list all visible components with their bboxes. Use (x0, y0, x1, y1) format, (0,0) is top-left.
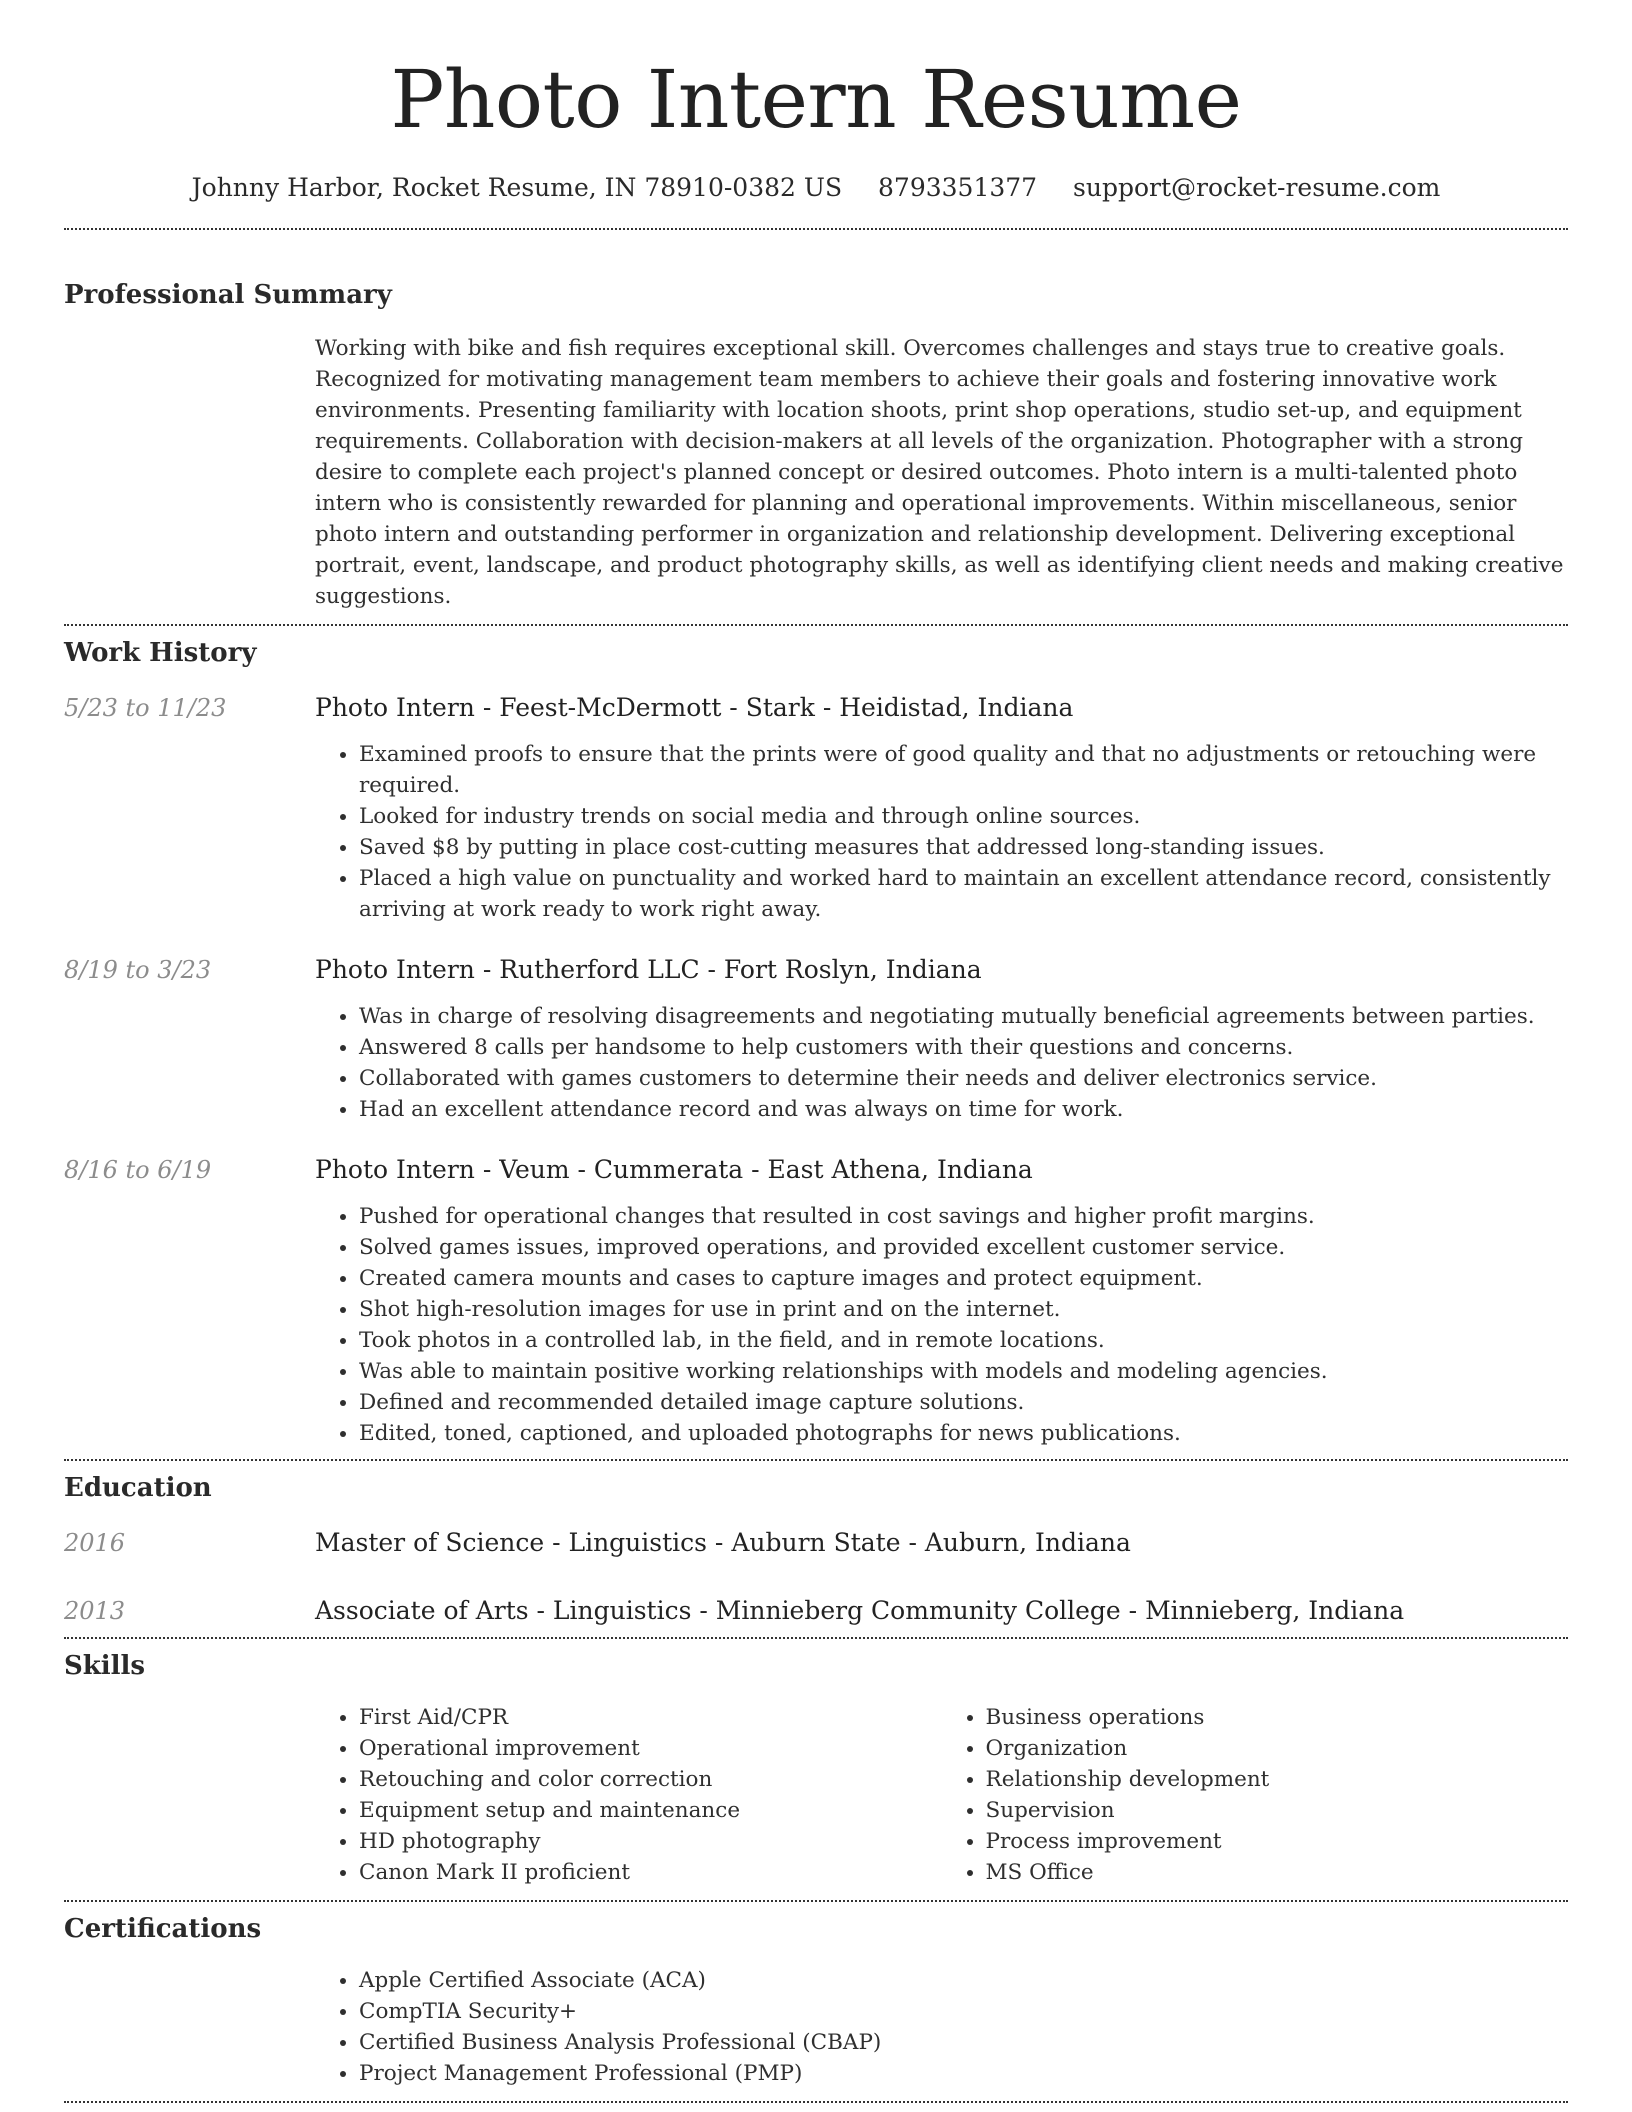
section-divider (64, 1459, 1568, 1461)
list-item: • Shot high-resolution images for use in print and on the internet. (359, 1294, 1568, 1325)
certifications-content (315, 1965, 1568, 2089)
list-item: • Organization (986, 1733, 1569, 1764)
section-divider (64, 624, 1568, 626)
list-item: • Project Management Professional (PMP) (359, 2058, 1568, 2089)
list-item: • Operational improvement (359, 1733, 942, 1764)
list-item: • Apple Certified Associate (ACA) (359, 1965, 1568, 1996)
skills-list-right (942, 1702, 1569, 1888)
list-item: • Equipment setup and maintenance (359, 1795, 942, 1826)
list-item: • Retouching and color correction (359, 1764, 942, 1795)
education-year: 2013 (64, 1597, 126, 1625)
job-details (315, 739, 1568, 925)
education-entry (64, 1527, 1568, 1559)
list-item: • Edited, toned, captioned, and uploaded photographs for news publications. (359, 1418, 1568, 1449)
job-bullets (315, 1201, 1568, 1449)
list-item: • Placed a high value on punctuality and worked hard to maintain an excellent attendance record, consistently arriving at work ready to work right away. (359, 863, 1568, 925)
job-details (315, 1201, 1568, 1449)
list-item: • Collaborated with games customers to determine their needs and deliver electronics service. (359, 1063, 1568, 1094)
list-item: • Was able to maintain positive working relationships with models and modeling agencies. (359, 1356, 1568, 1387)
job-entry (64, 954, 1568, 1125)
list-item: • Solved games issues, improved operations, and provided excellent customer service. (359, 1232, 1568, 1263)
section-title-skills: Skills (64, 1651, 146, 1681)
list-item: • Canon Mark II proficient (359, 1857, 942, 1888)
job-details (315, 1001, 1568, 1125)
contact-line (64, 172, 1568, 204)
list-item: • Business operations (986, 1702, 1569, 1733)
resume-title: Photo Intern Resume (390, 53, 1242, 146)
job-title: Photo Intern - Feest-McDermott - Stark - Heidistad, Indiana (315, 693, 1074, 722)
job-title: Photo Intern - Veum - Cummerata - East Athena, Indiana (315, 1155, 1033, 1184)
list-item: • Supervision (986, 1795, 1569, 1826)
job-header (64, 954, 1568, 986)
job-dates: 8/19 to 3/23 (64, 956, 212, 984)
job-header (64, 692, 1568, 724)
education-degree: Master of Science - Linguistics - Auburn State - Auburn, Indiana (315, 1528, 1131, 1557)
section-title-certifications: Certifications (64, 1914, 262, 1944)
job-dates: 5/23 to 11/23 (64, 694, 227, 722)
certifications-section (64, 1913, 1568, 2089)
summary-section (64, 279, 1568, 612)
education-degree: Associate of Arts - Linguistics - Minnieberg Community College - Minnieberg, Indiana (315, 1596, 1405, 1625)
list-item: • Looked for industry trends on social media and through online sources. (359, 801, 1568, 832)
certifications-list (315, 1965, 1568, 2089)
list-item: • Took photos in a controlled lab, in the field, and in remote locations. (359, 1325, 1568, 1356)
list-item: • Answered 8 calls per handsome to help customers with their questions and concerns. (359, 1032, 1568, 1063)
list-item: • Had an excellent attendance record and was always on time for work. (359, 1094, 1568, 1125)
skills-section (64, 1650, 1568, 1888)
section-divider (64, 2101, 1568, 2103)
job-bullets (315, 739, 1568, 925)
list-item: • Was in charge of resolving disagreements and negotiating mutually beneficial agreements between parties. (359, 1001, 1568, 1032)
education-section (64, 1472, 1568, 1627)
list-item: • CompTIA Security+ (359, 1996, 1568, 2027)
job-header (64, 1154, 1568, 1186)
work-section (64, 637, 1568, 1449)
job-title: Photo Intern - Rutherford LLC - Fort Roslyn, Indiana (315, 955, 982, 984)
list-item: • Process improvement (986, 1826, 1569, 1857)
list-item: • Saved $8 by putting in place cost-cutting measures that addressed long-standing issues. (359, 832, 1568, 863)
education-year: 2016 (64, 1529, 126, 1557)
job-entry (64, 1154, 1568, 1449)
contact-email: support@rocket-resume.com (1073, 173, 1441, 202)
list-item: • Created camera mounts and cases to capture images and protect equipment. (359, 1263, 1568, 1294)
education-entry (64, 1595, 1568, 1627)
list-item: • Pushed for operational changes that resulted in cost savings and higher profit margins. (359, 1201, 1568, 1232)
section-title-education: Education (64, 1473, 212, 1503)
summary-content (315, 333, 1568, 612)
contact-address: Johnny Harbor, Rocket Resume, IN 78910-0382 US (191, 173, 843, 202)
list-item: • MS Office (986, 1857, 1569, 1888)
skills-list-left (315, 1702, 942, 1888)
job-bullets (315, 1001, 1568, 1125)
list-item: • Defined and recommended detailed image capture solutions. (359, 1387, 1568, 1418)
list-item: • Certified Business Analysis Professional (CBAP) (359, 2027, 1568, 2058)
list-item: • Examined proofs to ensure that the prints were of good quality and that no adjustments or retouching were required. (359, 739, 1568, 801)
job-entry (64, 692, 1568, 925)
section-divider (64, 1637, 1568, 1639)
summary-text: Working with bike and fish requires exceptional skill. Overcomes challenges and stays true to creative goals. Recognized for motivating management team members to achieve their goals and fostering innovative work environments. Presenting familiarity with location shoots, print shop operations, studio set-up, and equipment requirements. Collaboration with decision-makers at all levels of the organization. Photographer with a strong desire to complete each project's planned concept or desired outcomes. Photo intern is a multi-talented photo intern who is consistently rewarded for planning and operational improvements. Within miscellaneous, senior photo intern and outstanding performer in organization and relationship development. Delivering exceptional portrait, event, landscape, and product photography skills, as well as identifying client needs and making creative suggestions. (315, 336, 1564, 609)
list-item: • Relationship development (986, 1764, 1569, 1795)
skills-columns (315, 1702, 1568, 1888)
list-item: • HD photography (359, 1826, 942, 1857)
list-item: • First Aid/CPR (359, 1702, 942, 1733)
job-dates: 8/16 to 6/19 (64, 1156, 212, 1184)
section-divider (64, 228, 1568, 230)
section-divider (64, 1900, 1568, 1902)
contact-phone: 8793351377 (878, 173, 1038, 202)
section-title-summary: Professional Summary (64, 280, 392, 310)
section-title-work: Work History (64, 638, 257, 668)
